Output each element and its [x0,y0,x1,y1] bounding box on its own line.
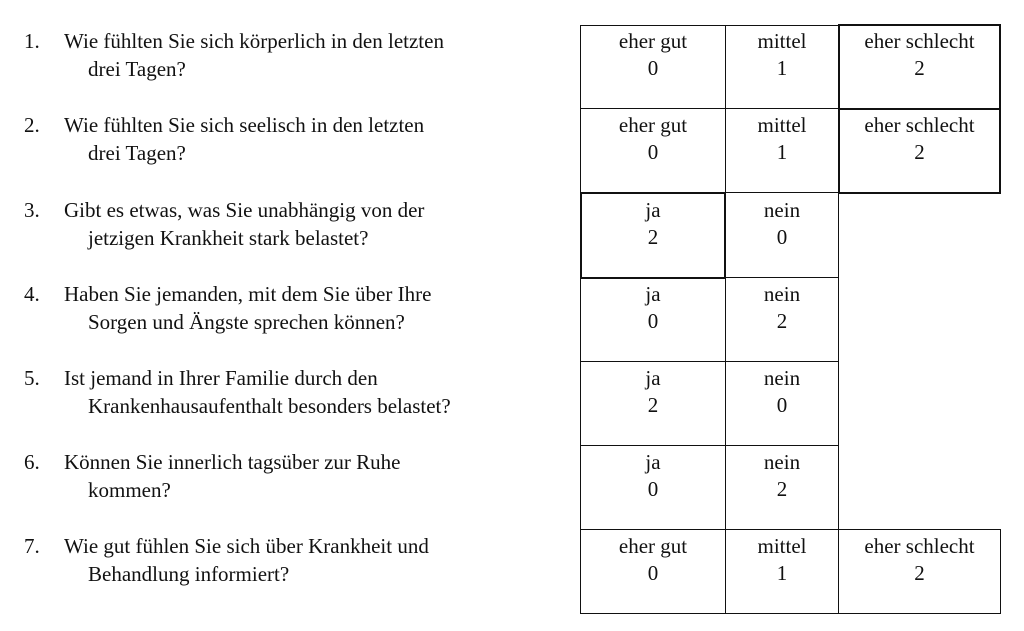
question-3-number: 3. [24,198,40,222]
question-5-number: 5. [24,366,40,390]
question-3-text: Gibt es etwas, was Sie unabhängig von der [64,198,425,222]
answer-cell[interactable] [726,279,838,361]
answer-cell[interactable] [839,110,1000,192]
grid-line-h5 [580,361,839,362]
answer-cell[interactable] [580,447,726,529]
answer-score: 0 [647,561,659,585]
answer-label: ja [645,282,661,306]
answer-label: ja [645,450,661,474]
answer-cell[interactable] [580,26,726,108]
answer-cell[interactable] [726,195,838,277]
answer-score: 2 [914,56,925,80]
answer-cell[interactable] [839,531,1000,613]
question-4-text-cont: Sorgen und Ängste sprechen können? [88,310,405,334]
answer-cell[interactable] [580,110,726,192]
answer-cell[interactable] [580,531,726,613]
answer-label: ja [645,198,661,222]
answer-label: mittel [757,113,807,137]
answer-cell[interactable] [839,26,1000,108]
question-2-text: Wie fühlten Sie sich seelisch in den letzten [64,113,425,137]
answer-score: 2 [647,393,659,417]
answer-label: nein [763,198,801,222]
answer-cell[interactable] [726,447,838,529]
grid-line-h6 [580,445,839,446]
answer-score: 0 [776,225,788,249]
answer-label: eher schlecht [864,113,975,137]
answer-score: 1 [776,56,788,80]
question-7-text: Wie gut fühlen Sie sich über Krankheit und [64,534,429,558]
grid-line-v4b [1000,529,1001,614]
question-2-number: 2. [24,113,40,137]
answer-score: 1 [776,561,788,585]
question-5-text-cont: Krankenhausaufenthalt besonders belastet? [88,394,451,418]
answer-label: eher gut [618,534,688,558]
question-1-number: 1. [24,29,40,53]
question-6-number: 6. [24,450,40,474]
question-4-number: 4. [24,282,40,306]
question-7-text-cont: Behandlung informiert? [88,562,290,586]
answer-score: 0 [776,393,788,417]
answer-cell[interactable] [726,110,838,192]
answer-label: eher gut [618,29,688,53]
grid-line-h8 [580,613,1001,614]
answer-score: 0 [647,309,659,333]
answer-cell[interactable] [580,279,726,361]
question-5-text: Ist jemand in Ihrer Familie durch den [64,366,378,390]
answer-cell[interactable] [726,363,838,445]
answer-label: eher gut [618,113,688,137]
answer-label: mittel [757,534,807,558]
answer-cell[interactable] [726,531,838,613]
answer-label: nein [763,366,801,390]
answer-cell[interactable] [580,195,726,277]
answer-cell[interactable] [726,26,838,108]
question-3-text-cont: jetzigen Krankheit stark belastet? [88,226,369,250]
grid-line-h7 [580,529,1001,530]
answer-label: eher schlecht [864,29,975,53]
question-6-text: Können Sie innerlich tagsüber zur Ruhe [64,450,401,474]
answer-label: nein [763,282,801,306]
answer-label: eher schlecht [864,534,975,558]
question-4-text: Haben Sie jemanden, mit dem Sie über Ihre [64,282,432,306]
answer-score: 2 [914,561,925,585]
question-7-number: 7. [24,534,40,558]
question-2-text-cont: drei Tagen? [88,141,186,165]
answer-score: 0 [647,140,659,164]
answer-label: mittel [757,29,807,53]
answer-score: 1 [776,140,788,164]
question-1-text: Wie fühlten Sie sich körperlich in den letzten [64,29,444,53]
answer-score: 0 [647,477,659,501]
answer-score: 2 [776,477,788,501]
question-6-text-cont: kommen? [88,478,171,502]
answer-score: 2 [647,225,659,249]
question-1-text-cont: drei Tagen? [88,57,186,81]
answer-cell[interactable] [580,363,726,445]
answer-label: nein [763,450,801,474]
answer-score: 2 [776,309,788,333]
answer-label: ja [645,366,661,390]
answer-score: 2 [914,140,925,164]
answer-score: 0 [647,56,659,80]
